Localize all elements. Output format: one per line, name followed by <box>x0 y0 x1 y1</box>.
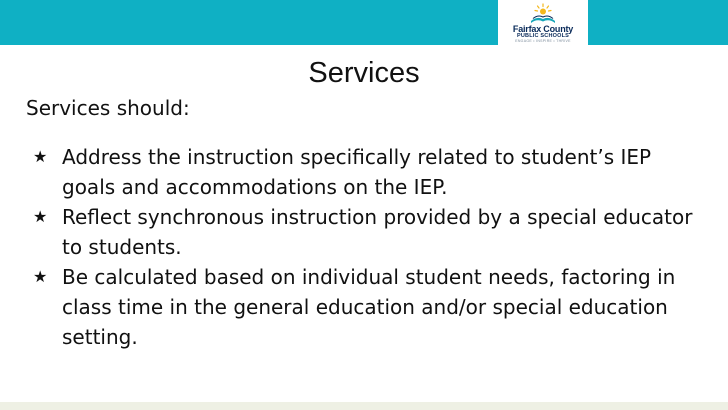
star-icon: ★ <box>33 207 48 226</box>
logo-subtitle: PUBLIC SCHOOLS <box>517 33 569 39</box>
slide-intro: Services should: <box>26 96 190 120</box>
bullet-item <box>33 202 703 262</box>
bullet-text: Reflect synchronous instruction provided by a special educator to students. <box>62 205 693 259</box>
slide-title: Services <box>308 57 420 89</box>
footer-strip <box>0 402 728 410</box>
header-bar <box>0 0 728 45</box>
star-icon: ★ <box>33 267 48 286</box>
bullet-item <box>33 262 703 352</box>
bullet-list <box>33 142 703 352</box>
book-sun-icon <box>498 0 588 26</box>
bullet-text: Address the instruction specifically related to student’s IEP goals and accommodations on the IEP. <box>62 145 652 199</box>
school-logo <box>498 0 588 45</box>
bullet-text: Be calculated based on individual student needs, factoring in class time in the general education and/or special education setting. <box>62 265 676 349</box>
star-icon: ★ <box>33 147 48 166</box>
bullet-item <box>33 142 703 202</box>
logo-name: Fairfax County <box>512 24 574 34</box>
logo-tagline: ENGAGE • INSPIRE • THRIVE <box>515 39 571 43</box>
